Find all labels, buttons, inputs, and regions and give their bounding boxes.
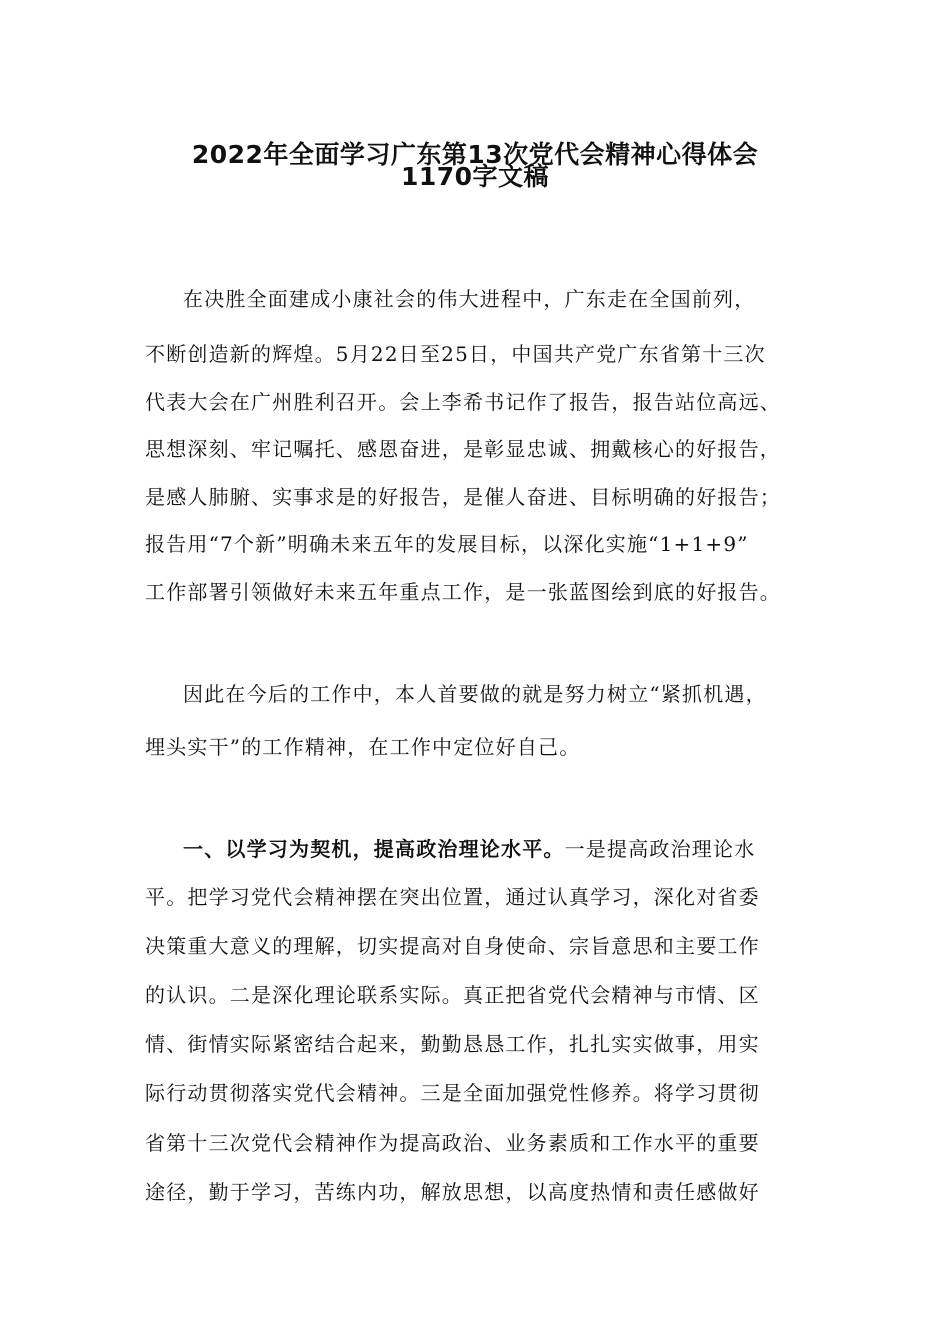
paragraph-1-line-5: 是感人肺腑、实事求是的好报告，是催人奋进、目标明确的好报告； xyxy=(145,485,781,509)
paragraph-3-line-1 xyxy=(183,835,863,863)
paragraph-3-line-3: 决策重大意义的理解，切实提高对自身使命、宗旨意思和主要工作 xyxy=(145,934,760,958)
paragraph-3-line-2: 平。把学习党代会精神摆在突出位置，通过认真学习，深化对省委 xyxy=(145,885,760,909)
paragraph-1-line-3: 代表大会在广州胜利召开。会上李希书记作了报告，报告站位高远、 xyxy=(145,390,781,414)
paragraph-3-line-8: 途径，勤于学习，苦练内功，解放思想，以高度热情和责任感做好 xyxy=(145,1180,760,1204)
paragraph-1-line-7: 工作部署引领做好未来五年重点工作，是一张蓝图绘到底的好报告。 xyxy=(145,580,781,604)
document-title-line-2: 1170字文稿 xyxy=(400,162,550,191)
paragraph-2-line-1: 因此在今后的工作中，本人首要做的就是努力树立“紧抓机遇， xyxy=(183,682,767,706)
paragraph-2-line-2: 埋头实干”的工作精神，在工作中定位好自己。 xyxy=(145,735,581,759)
paragraph-3-line-7: 省第十三次党代会精神作为提高政治、业务素质和工作水平的重要 xyxy=(145,1131,760,1155)
paragraph-3-line-5: 情、街情实际紧密结合起来，勤勤恳恳工作，扎扎实实做事，用实 xyxy=(145,1032,760,1056)
paragraph-1-line-2: 不断创造新的辉煌。5月22日至25日，中国共产党广东省第十三次 xyxy=(145,342,766,366)
paragraph-1-line-4: 思想深刻、牢记嘱托、感恩奋进，是彰显忠诚、拥戴核心的好报告， xyxy=(145,437,781,461)
paragraph-1-line-6: 报告用“7个新”明确未来五年的发展目标，以深化实施“1+1+9” xyxy=(145,532,749,556)
paragraph-3-line-6: 际行动贯彻落实党代会精神。三是全面加强党性修养。将学习贯彻 xyxy=(145,1081,760,1105)
document-title-line-1: 2022年全面学习广东第13次党代会精神心得体会 xyxy=(191,140,759,169)
paragraph-3-line-4: 的认识。二是深化理论联系实际。真正把省党代会精神与市情、区 xyxy=(145,983,760,1007)
paragraph-3-line-1-rest: 一是提高政治理论水 xyxy=(564,837,756,861)
section-heading: 一、以学习为契机，提高政治理论水平。 xyxy=(183,837,565,861)
paragraph-1-line-1: 在决胜全面建成小康社会的伟大进程中，广东走在全国前列， xyxy=(183,287,756,311)
